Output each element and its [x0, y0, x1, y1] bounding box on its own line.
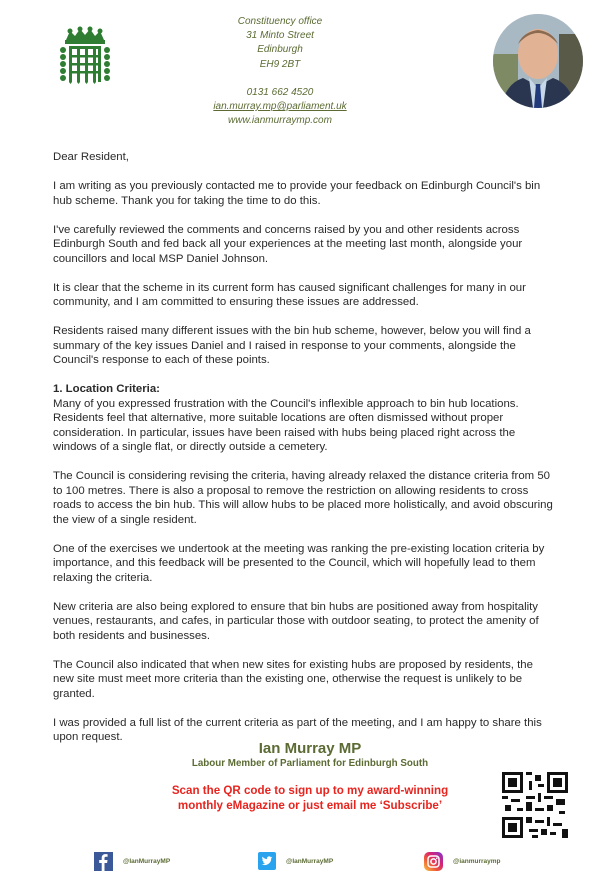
section-heading: 1. Location Criteria:	[53, 383, 160, 395]
facebook-icon	[94, 852, 113, 871]
mp-name: Ian Murray MP	[258, 740, 362, 757]
paragraph: New criteria are also being explored to ensure that bin hubs are positioned away from hospitality venues, restaurants, and cafes, in particular those with outdoor seating, to protect the amenity of both residents and businesses.	[53, 600, 539, 642]
portcullis-icon	[58, 26, 112, 84]
office-street: 31 Minto Street	[246, 30, 314, 42]
office-city: Edinburgh	[257, 44, 303, 56]
constituency-office-address	[170, 15, 390, 128]
signature-block	[140, 741, 480, 813]
office-postcode: EH9 2BT	[259, 58, 301, 70]
salutation: Dear Resident,	[53, 151, 129, 163]
instagram-link[interactable]	[424, 852, 501, 871]
twitter-handle: @IanMurrayMP	[286, 857, 334, 865]
paragraph: The Council is considering revising the criteria, having already relaxed the distance criteria from 50 to 100 metres. There is also a proposal to remove the restriction on allowing residents to cross roads to access the bin hub. This will allow hubs to be placed more holistically, and avoid obscuring the view of a single resident.	[53, 470, 553, 526]
mp-portrait-photo	[493, 14, 583, 108]
paragraph: I am writing as you previously contacted me to provide your feedback on Edinburgh Council's bin hub scheme. Thank you for taking the time to do this.	[53, 180, 541, 207]
website-link[interactable]: www.ianmurraymp.com	[228, 115, 332, 127]
twitter-icon	[258, 852, 276, 870]
office-phone: 0131 662 4520	[246, 86, 314, 98]
cta-line-1: Scan the QR code to sign up to my award-winning	[171, 784, 449, 797]
facebook-link[interactable]	[94, 852, 170, 871]
mp-role: Labour Member of Parliament for Edinburgh South	[191, 758, 429, 769]
twitter-link[interactable]	[258, 852, 333, 870]
paragraph: I was provided a full list of the current criteria as part of the meeting, and I am happy to share this upon request.	[53, 716, 542, 743]
letter-body	[53, 150, 553, 759]
email-link[interactable]: ian.murray.mp@parliament.uk	[213, 101, 347, 113]
paragraph: The Council also indicated that when new sites for existing hubs are proposed by residents, the new site must meet more criteria than the existing one, otherwise the request is unlikely to be granted.	[53, 658, 533, 700]
subscribe-call-to-action	[140, 784, 480, 813]
facebook-handle: @IanMurrayMP	[123, 858, 171, 865]
paragraph: It is clear that the scheme in its current form has caused significant challenges for many in our community, and I am committed to ensuring these issues are addressed.	[53, 281, 526, 308]
instagram-handle: @ianmurraymp	[453, 858, 501, 865]
paragraph: I've carefully reviewed the comments and concerns raised by you and other residents across Edinburgh South and fed back all your experiences at the meeting last month, alongside your councillors and local MSP Daniel Johnson.	[53, 223, 523, 265]
paragraph: Many of you expressed frustration with the Council's inflexible approach to bin hub locations. Residents feel that alternative, more suitable locations are often dismissed without proper consideration. In particular, issues have been raised with hubs being placed right across the windows of a single flat, or directly outside a cemetery.	[53, 397, 519, 453]
paragraph: One of the exercises we undertook at the meeting was ranking the pre-existing location criteria by importance, and this feedback will be presented to the Council, which will hopefully lead to them relaxing the criteria.	[53, 542, 545, 584]
cta-line-2: monthly eMagazine or just email me ‘Subscribe’	[177, 798, 443, 812]
instagram-icon	[424, 852, 443, 871]
office-title: Constituency office	[237, 16, 323, 27]
paragraph: Residents raised many different issues with the bin hub scheme, however, below you will find a summary of the key issues Daniel and I raised in response to your comments, alongside the Council's response to each of these points.	[53, 325, 531, 366]
qr-code-icon[interactable]	[502, 772, 568, 838]
